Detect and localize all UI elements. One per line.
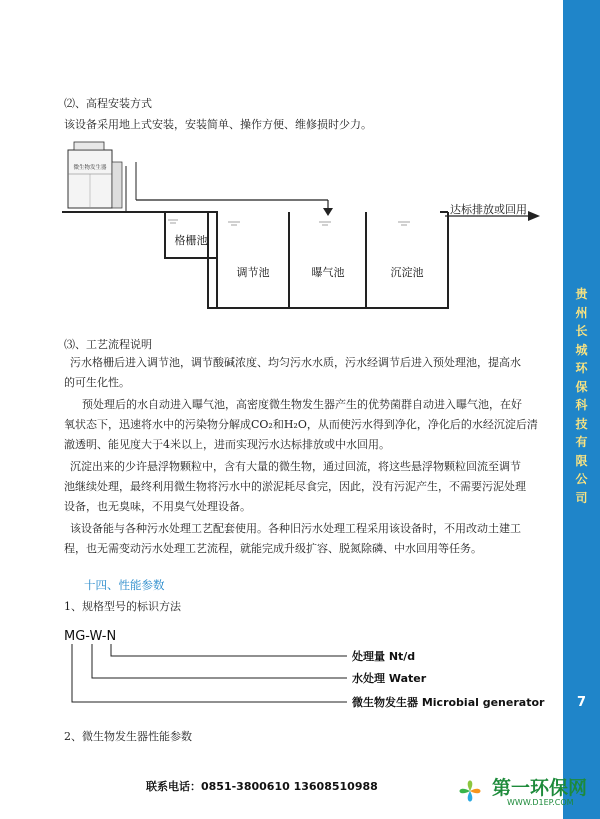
generator-device <box>68 142 122 208</box>
company-char: 科 <box>575 398 588 412</box>
watermark-main: 第一环保网 <box>492 777 588 799</box>
label-generator: 微生物发生器 Microbial generator <box>352 696 545 709</box>
model-code: MG-W-N <box>64 629 117 644</box>
section2-text: 该设备采用地上式安装，安装简单、操作方便、维修损时少力。 <box>64 118 372 131</box>
paragraph-1-line-2: 的可生化性。 <box>64 376 130 389</box>
paragraph-2-line-2: 氧状态下，迅速将水中的污染物分解成CO₂和H₂O，从而使污水得到净化，净化后的水经沉淀后清 <box>64 418 538 431</box>
company-char: 司 <box>575 490 588 505</box>
label-water: 水处理 Water <box>352 672 427 685</box>
label-capacity: 处理量 Nt/d <box>352 650 416 663</box>
paragraph-3-line-3: 设备，也无臭味，不用臭气处理设备。 <box>64 500 251 513</box>
outlet-arrow <box>528 211 540 221</box>
installation-diagram <box>60 136 550 322</box>
feed-arrow <box>323 208 333 216</box>
paragraph-4-line-2: 程，也无需变动污水处理工艺流程，就能完成升级扩容、脱氮除磷、中水回用等任务。 <box>64 542 482 555</box>
pool-label-grid: 格栅池 <box>174 234 208 247</box>
item2-title: 2、微生物发生器性能参数 <box>64 730 192 743</box>
company-char: 城 <box>575 342 588 357</box>
company-char: 长 <box>575 324 588 338</box>
leaf-icon <box>452 773 488 809</box>
company-char: 保 <box>575 379 588 394</box>
company-char: 有 <box>575 435 588 449</box>
section2-heading: ⑵、高程安装方式 <box>64 97 152 110</box>
watermark-logo <box>452 767 598 815</box>
watermark-sub: WWW.D1EP.COM <box>507 798 574 807</box>
company-char: 贵 <box>575 287 588 301</box>
pool-outline <box>208 212 448 308</box>
paragraph-2-line-1: 预处理后的水自动进入曝气池，高密度微生物发生器产生的优势菌群自动进入曝气池，在好 <box>82 398 522 411</box>
company-char: 技 <box>575 416 588 431</box>
page-number: 7 <box>576 695 587 710</box>
section3-heading: ⑶、工艺流程说明 <box>64 338 152 351</box>
outlet-label: 达标排放或回用 <box>450 203 527 216</box>
model-code-diagram <box>64 622 554 714</box>
pool-label-settling: 沉淀池 <box>390 266 424 279</box>
right-sidebar <box>563 0 600 819</box>
section14-heading: 十四、性能参数 <box>84 578 165 592</box>
company-name-vertical <box>563 285 600 507</box>
footer-phone: 联系电话：0851-3800610 13608510988 <box>146 780 378 793</box>
paragraph-2-line-3: 澈透明、能见度大于4米以上，进而实现污水达标排放或中水回用。 <box>64 438 390 451</box>
item1-title: 1、规格型号的标识方法 <box>64 600 181 613</box>
paragraph-3-line-1: 沉淀出来的少许悬浮物颗粒中，含有大量的微生物，通过回流，将这些悬浮物颗粒回流至调节 <box>70 460 521 473</box>
paragraph-3-line-2: 池继续处理，最终利用微生物将污水中的淤泥耗尽食完，因此，没有污泥产生，不需要污泥处理 <box>64 480 526 493</box>
pool-label-aeration: 曝气池 <box>311 266 345 279</box>
paragraph-4-line-1: 该设备能与各种污水处理工艺配套使用。各种旧污水处理工程采用该设备时，不用改动土建工 <box>70 522 521 535</box>
company-char: 公 <box>575 472 588 486</box>
company-char: 限 <box>575 453 588 468</box>
paragraph-1-line-1: 污水格栅后进入调节池，调节酸碱浓度、均匀污水水质，污水经调节后进入预处理池，提高水 <box>70 356 521 369</box>
company-char: 州 <box>575 305 588 320</box>
company-char: 环 <box>575 361 588 375</box>
pool-label-adjust: 调节池 <box>236 266 270 279</box>
device-label: 微生物发生器 <box>73 165 107 171</box>
